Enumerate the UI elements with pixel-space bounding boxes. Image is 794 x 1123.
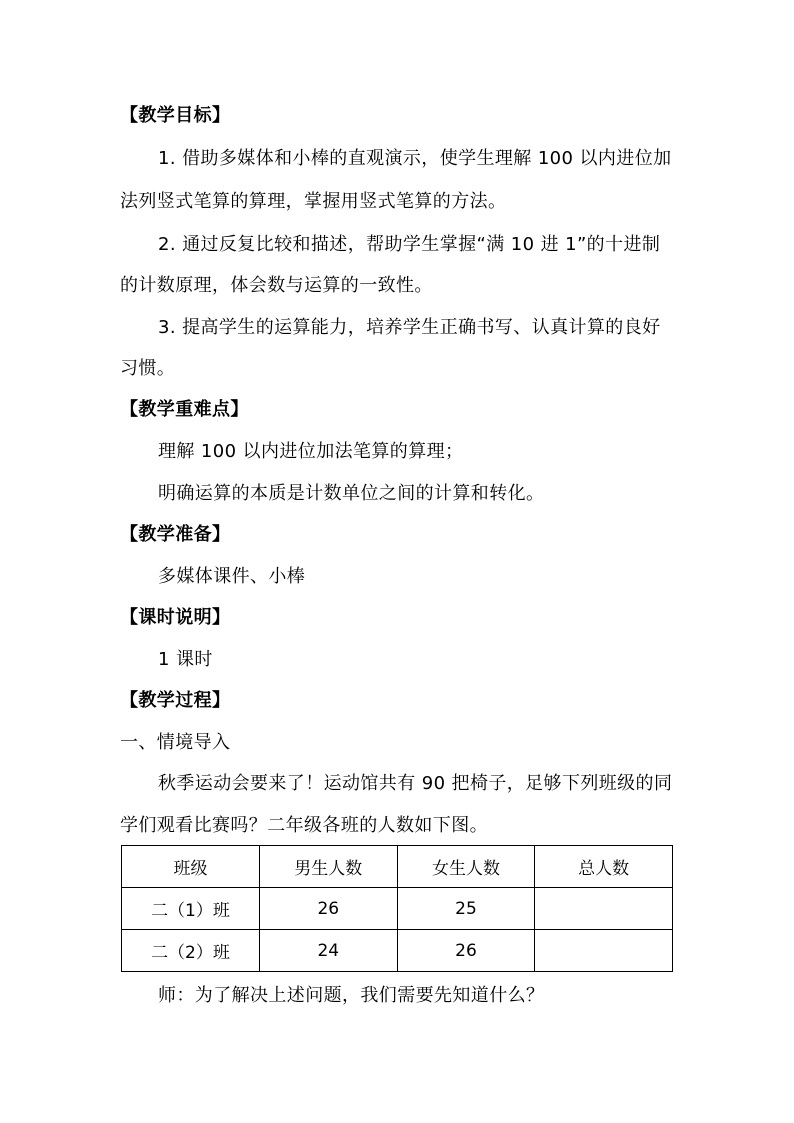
table-header-cell: 男生人数 (259, 846, 397, 888)
teacher-question: 师：为了解决上述问题，我们需要先知道什么？ (158, 985, 545, 1006)
objectives-heading: 【教学目标】 (120, 105, 231, 126)
table-cell-girls: 25 (397, 888, 535, 930)
table-cell-total (535, 930, 673, 972)
table-cell-class: 二（1）班 (122, 888, 260, 930)
objective-1-line-2: 法列竖式笔算的算理，掌握用竖式笔算的方法。 (120, 191, 507, 212)
table-header-cell: 女生人数 (397, 846, 535, 888)
class-hours-heading: 【课时说明】 (120, 607, 231, 628)
preparation-line: 多媒体课件、小棒 (158, 566, 306, 587)
table-header-row (122, 846, 673, 888)
table-cell-boys: 24 (259, 930, 397, 972)
process-heading: 【教学过程】 (120, 690, 231, 711)
objective-3-line-2: 习惯。 (120, 358, 176, 379)
table-cell-total (535, 888, 673, 930)
objective-2-line-1: 2. 通过反复比较和描述，帮助学生掌握“满 10 进 1”的十进制 (158, 234, 661, 255)
key-point-line-2: 明确运算的本质是计数单位之间的计算和转化。 (158, 483, 545, 504)
table-cell-girls: 26 (397, 930, 535, 972)
table-cell-class: 二（2）班 (122, 930, 260, 972)
objective-3-line-1: 3. 提高学生的运算能力，培养学生正确书写、认真计算的良好 (158, 317, 661, 338)
table-cell-boys: 26 (259, 888, 397, 930)
table-row (122, 930, 673, 972)
section-1-title: 一、情境导入 (120, 732, 231, 753)
class-hours-line: 1 课时 (158, 649, 213, 670)
key-point-line-1: 理解 100 以内进位加法笔算的算理； (158, 441, 464, 462)
scenario-line-2: 学们观看比赛吗？二年级各班的人数如下图。 (120, 815, 488, 836)
table-row (122, 888, 673, 930)
table-header-cell: 总人数 (535, 846, 673, 888)
objective-1-line-1: 1. 借助多媒体和小棒的直观演示，使学生理解 100 以内进位加 (158, 148, 672, 169)
preparation-heading: 【教学准备】 (120, 524, 231, 545)
class-count-table (121, 845, 673, 972)
table-header-cell: 班级 (122, 846, 260, 888)
key-points-heading: 【教学重难点】 (120, 399, 249, 420)
objective-2-line-2: 的计数原理，体会数与运算的一致性。 (120, 275, 433, 296)
scenario-line-1: 秋季运动会要来了！运动馆共有 90 把椅子，足够下列班级的同 (158, 773, 673, 794)
